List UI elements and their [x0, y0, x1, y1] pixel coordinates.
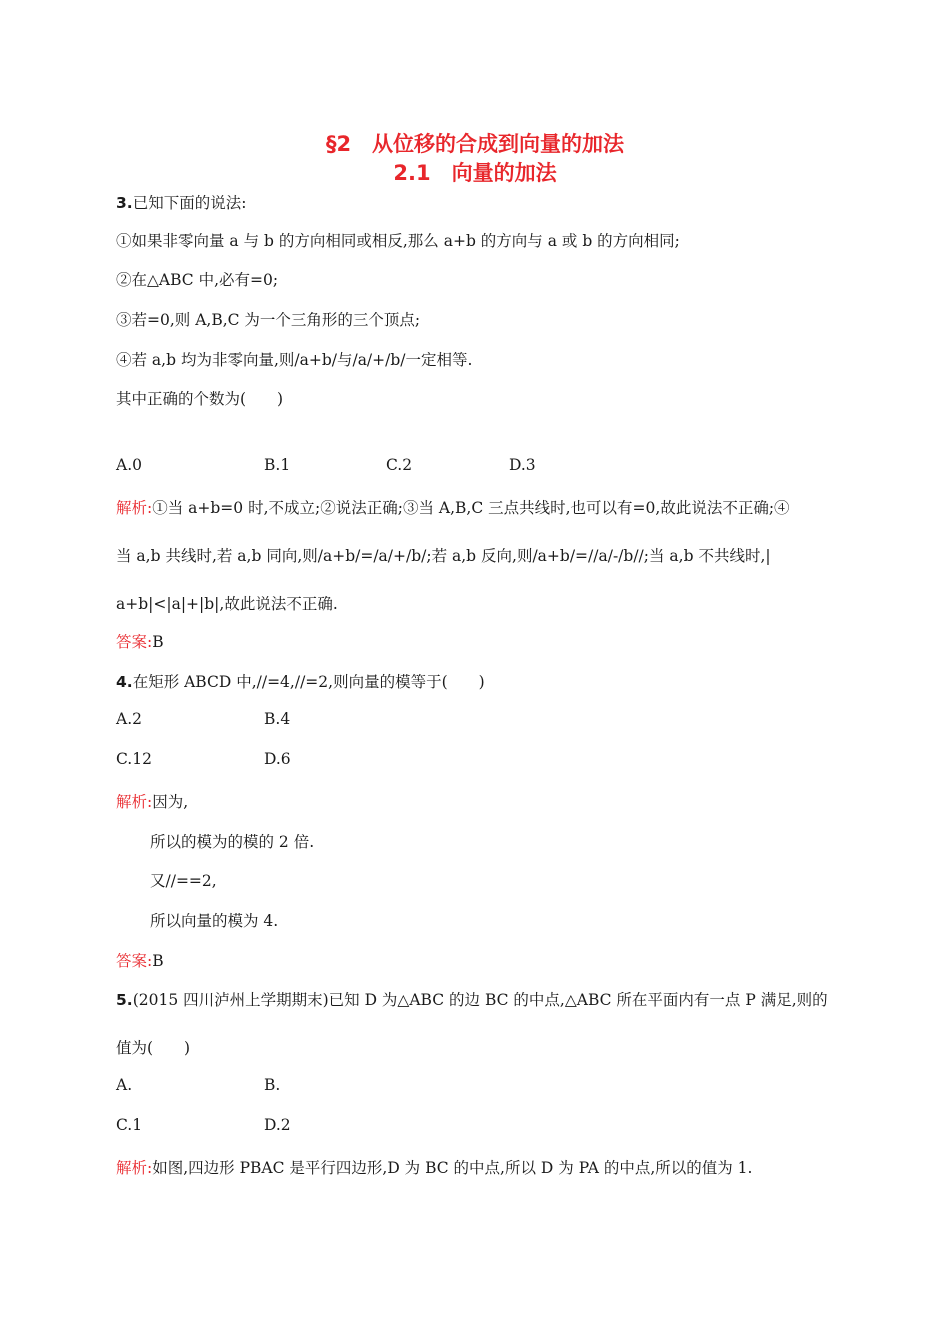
- question-number: 4.: [116, 673, 133, 691]
- option-c: C.12: [116, 750, 152, 768]
- answer-label: 答案:: [116, 952, 153, 970]
- option-d: D.3: [509, 456, 536, 474]
- explanation-label: 解析:: [116, 499, 153, 517]
- question-5-stem-cont: 值为( ): [116, 1039, 191, 1057]
- statement-4: ④若 a,b 均为非零向量,则/a+b/与/a/+/b/一定相等.: [116, 351, 473, 369]
- statement-2: ②在△ABC 中,必有=0;: [116, 271, 279, 289]
- explanation-line-1: 解析:因为,: [116, 793, 189, 811]
- option-d: D.6: [264, 750, 291, 768]
- question-number: 5.: [116, 991, 133, 1009]
- answer-label: 答案:: [116, 633, 153, 651]
- option-a: A.2: [116, 710, 142, 728]
- explanation-line-2: 当 a,b 共线时,若 a,b 同向,则/a+b/=/a/+/b/;若 a,b 反向,则/a+b/=//a/-/b//;当 a,b 不共线时,|: [116, 547, 771, 565]
- question-3-stem: 3.已知下面的说法:: [116, 194, 247, 212]
- question-5-stem: 5.(2015 四川泸州上学期期末)已知 D 为△ABC 的边 BC 的中点,△ABC 所在平面内有一点 P 满足,则的: [116, 991, 828, 1009]
- option-c: C.2: [386, 456, 413, 474]
- option-a: A.0: [116, 456, 142, 474]
- explanation-line-3: a+b|<|a|+|b|,故此说法不正确.: [116, 595, 338, 613]
- explanation-line-4: 所以向量的模为 4.: [150, 912, 279, 930]
- explanation-line-2: 所以的模为的模的 2 倍.: [150, 833, 315, 851]
- question-4-stem: 4.在矩形 ABCD 中,//=4,//=2,则向量的模等于( ): [116, 673, 485, 691]
- explanation-line-1: 解析:如图,四边形 PBAC 是平行四边形,D 为 BC 的中点,所以 D 为 PA 的中点,所以的值为 1.: [116, 1159, 753, 1177]
- subsection-title: 2.1 向量的加法: [393, 161, 557, 185]
- option-b: B.4: [264, 710, 291, 728]
- statement-1: ①如果非零向量 a 与 b 的方向相同或相反,那么 a+b 的方向与 a 或 b 的方向相同;: [116, 232, 680, 250]
- explanation-label: 解析:: [116, 793, 153, 811]
- answer-line: 答案:B: [116, 952, 164, 970]
- question-prompt: 其中正确的个数为( ): [116, 390, 284, 408]
- option-b: B.1: [264, 456, 291, 474]
- option-b: B.: [264, 1076, 281, 1094]
- option-a: A.: [116, 1076, 133, 1094]
- option-c: C.1: [116, 1116, 143, 1134]
- answer-line: 答案:B: [116, 633, 164, 651]
- section-title: §2 从位移的合成到向量的加法: [325, 132, 625, 156]
- explanation-line-1: 解析:①当 a+b=0 时,不成立;②说法正确;③当 A,B,C 三点共线时,也可以有=0,故此说法不正确;④: [116, 499, 790, 517]
- option-d: D.2: [264, 1116, 291, 1134]
- explanation-line-3: 又//==2,: [150, 872, 217, 890]
- statement-3: ③若=0,则 A,B,C 为一个三角形的三个顶点;: [116, 311, 421, 329]
- question-number: 3.: [116, 194, 133, 212]
- explanation-label: 解析:: [116, 1159, 153, 1177]
